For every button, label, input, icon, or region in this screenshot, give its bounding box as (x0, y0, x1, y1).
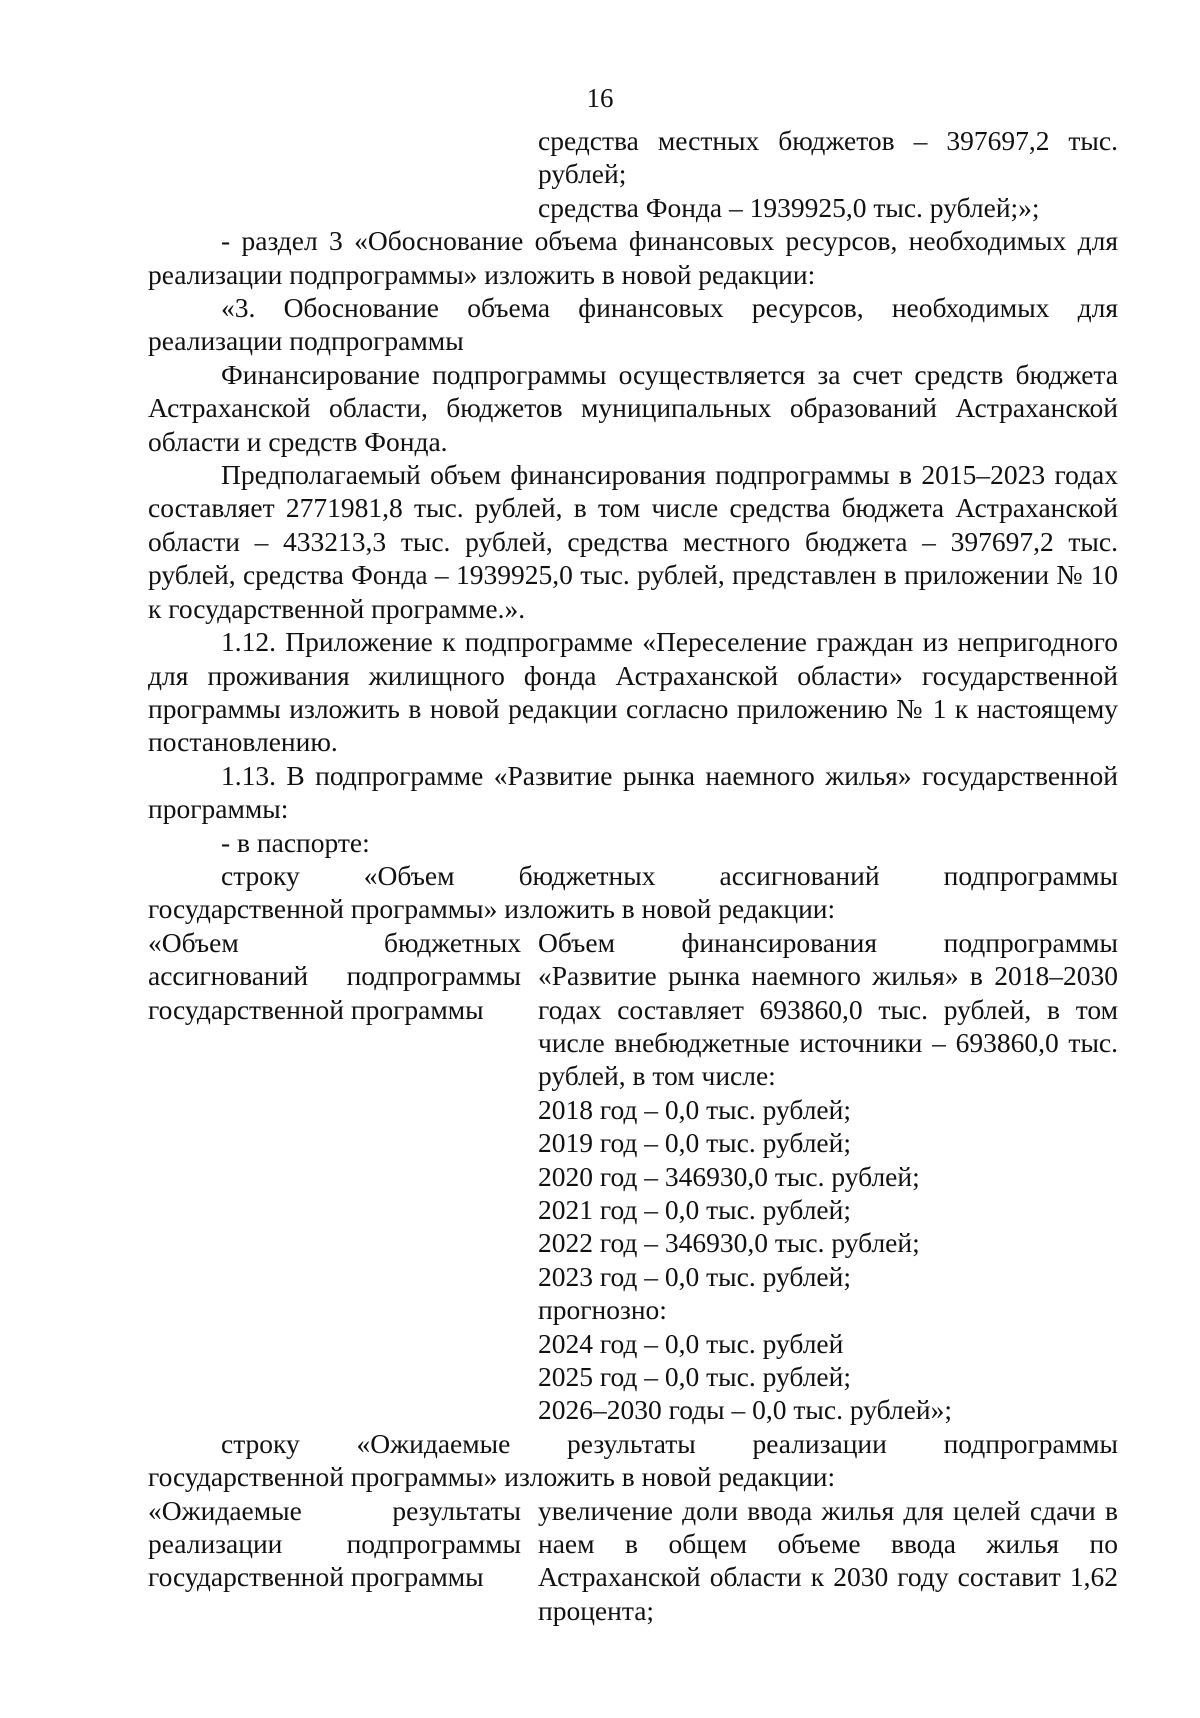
year-line: 2023 год – 0,0 тыс. рублей; (538, 1260, 851, 1292)
page-number: 16 (586, 83, 614, 113)
table-cell-right: увеличение доли ввода жилья для целей сдачи в наем в общем объеме ввода жилья по Астраханской области к 2030 году составит 1,62 процента; (538, 1494, 1118, 1626)
paragraph-financing: Финансирование подпрограммы осуществляется за счет средств бюджета Астраханской области, бюджетов муниципальных образований Астраханской области и средств Фонда. (148, 358, 1118, 457)
table-cell-left: «Объем бюджетных ассигнований подпрограммы государственной программы (148, 926, 521, 1025)
year-line: 2022 год – 346930,0 тыс. рублей; (538, 1227, 920, 1259)
year-line: 2018 год – 0,0 тыс. рублей; (538, 1093, 851, 1125)
text-line-fund: средства Фонда – 1939925,0 тыс. рублей;»; (538, 191, 1040, 223)
document-body (148, 124, 1118, 1627)
paragraph-passport: - в паспорте: (221, 826, 370, 858)
year-line: 2019 год – 0,0 тыс. рублей; (538, 1127, 851, 1159)
budget-description: Объем финансирования подпрограммы «Развитие рынка наемного жилья» в 2018–2030 годах составляет 693860,0 тыс. рублей, в том числе внебюджетные источники – 693860,0 тыс. рублей, в том числе: (538, 926, 1118, 1092)
year-line: 2021 год – 0,0 тыс. рублей; (538, 1194, 851, 1225)
year-line: 2025 год – 0,0 тыс. рублей; (538, 1361, 851, 1393)
passport-table-budget (148, 926, 1118, 1427)
text-line-local-budget: средства местных бюджетов – 397697,2 тыс. (538, 125, 1118, 156)
paragraph-1-12: 1.12. Приложение к подпрограмме «Переселение граждан из непригодного для проживания жилищного фонда Астраханской области» государственной программы изложить в новой редакции согласно приложению № 1 к настоящему постановлению. (148, 626, 1118, 758)
year-line: прогнозно: (538, 1294, 667, 1326)
table-cell-right (538, 926, 1118, 1427)
year-line: 2020 год – 346930,0 тыс. рублей; (538, 1160, 920, 1192)
paragraph-row-results: строку «Ожидаемые результаты реализации подпрограммы государственной программы» изложить в новой редакции: (148, 1427, 1118, 1493)
passport-table-results (148, 1494, 1118, 1628)
paragraph-financing-volume: Предполагаемый объем финансирования подпрограммы в 2015–2023 годах составляет 2771981,8 тыс. рублей, в том числе средства бюджета Астраханской области – 433213,3 тыс. рублей, средства местного бюджета – 397697,2 тыс. рублей, средства Фонда – 1939925,0 тыс. рублей, представлен в приложении № 10 к государственной программе.». (148, 459, 1118, 624)
paragraph-1-13: 1.13. В подпрограмме «Развитие рынка наемного жилья» государственной программы: (148, 759, 1118, 825)
paragraph-row-budget-a: строку «Объем бюджетных ассигнований подпрограммы (221, 859, 1118, 891)
paragraph-section-3-title: «3. Обоснование объема финансовых ресурсов, необходимых для реализации подпрограммы (148, 292, 1118, 357)
table-cell-left: «Ожидаемые результаты реализации подпрограммы государственной программы (148, 1494, 521, 1593)
paragraph-row-budget-b: государственной программы» изложить в новой редакции: (148, 893, 836, 925)
year-line: 2026–2030 годы – 0,0 тыс. рублей»; (538, 1394, 952, 1426)
text-line-rubles: рублей; (538, 158, 627, 190)
paragraph-section-3: - раздел 3 «Обоснование объема финансовых ресурсов, необходимых для реализации подпрограммы» изложить в новой редакции: (148, 225, 1118, 290)
year-line: 2024 год – 0,0 тыс. рублей (538, 1327, 844, 1359)
